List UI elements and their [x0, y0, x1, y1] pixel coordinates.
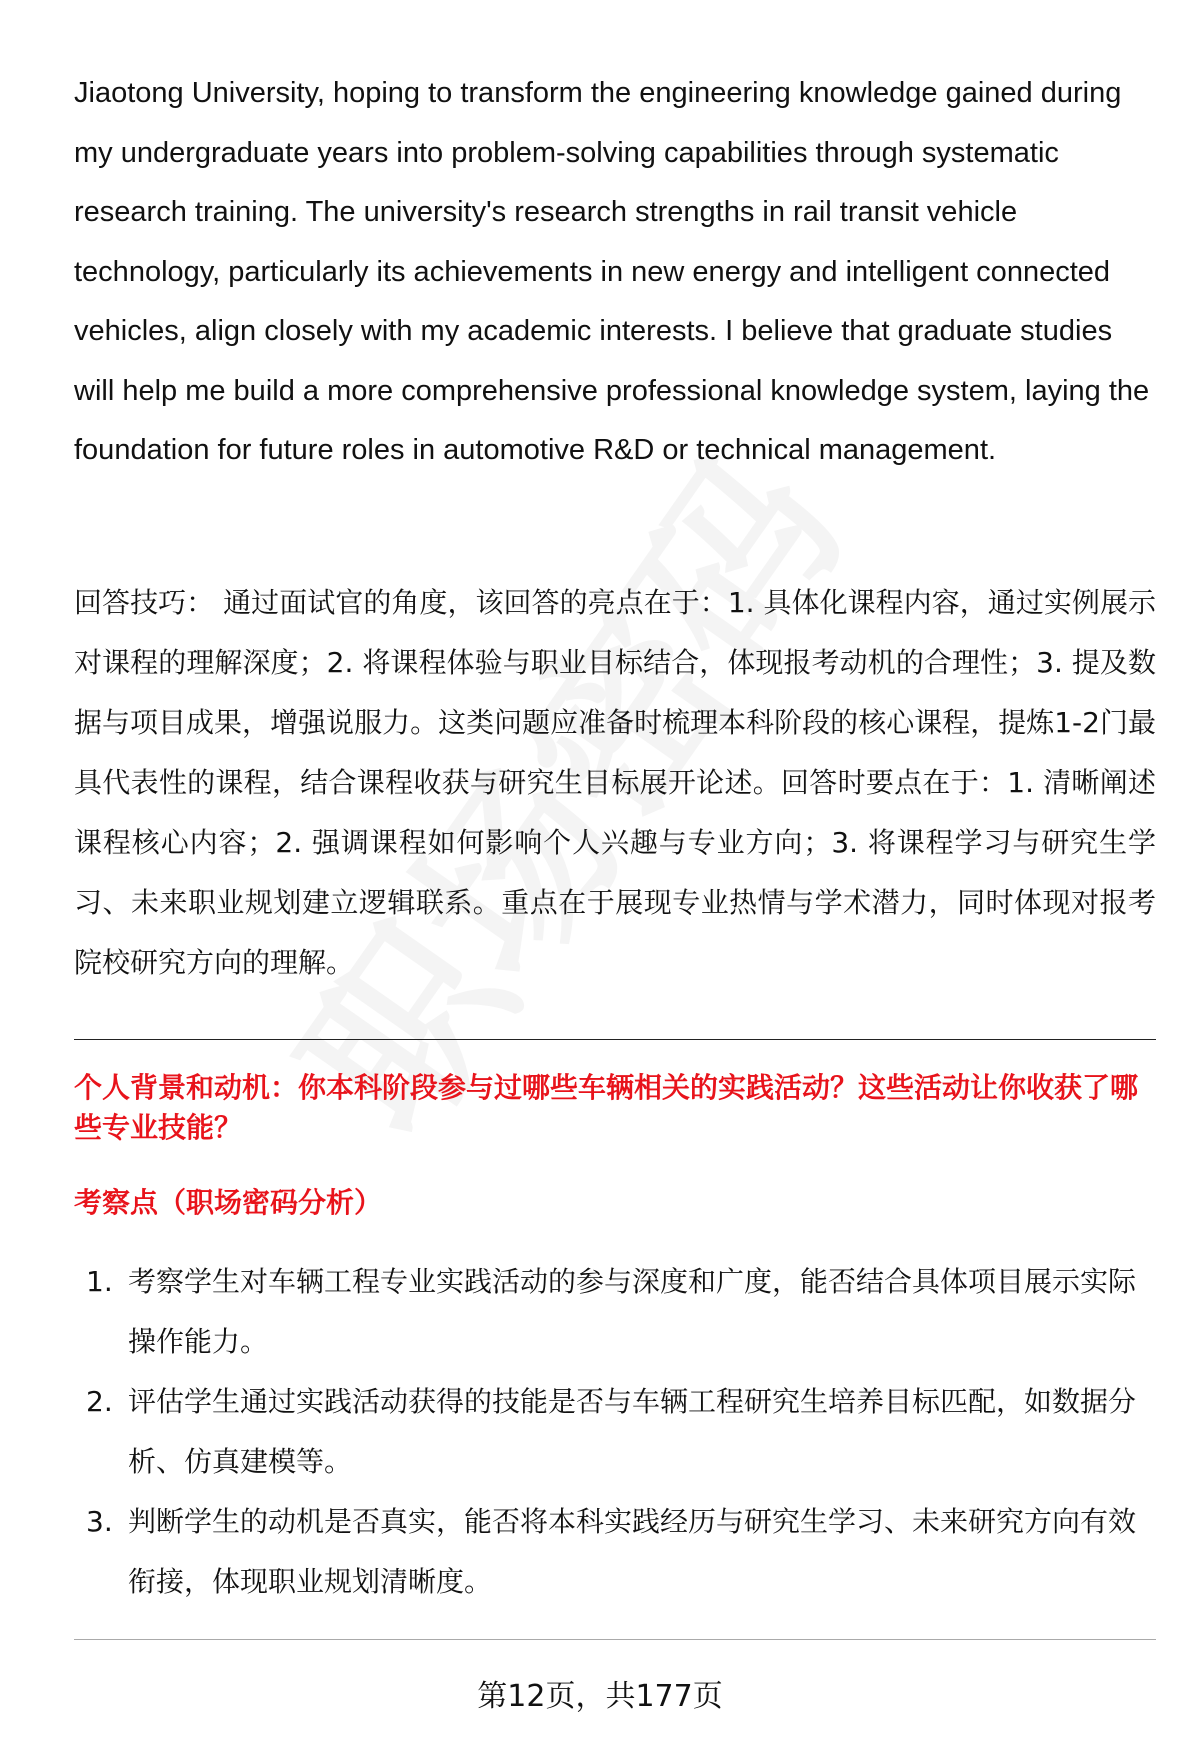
list-item: 1. 考察学生对车辆工程专业实践活动的参与深度和广度，能否结合具体项目展示实际操作能力。: [86, 1265, 1137, 1358]
question-heading: 个人背景和动机：你本科阶段参与过哪些车辆相关的实践活动？这些活动让你收获了哪些专业技能？: [74, 1071, 1139, 1144]
analysis-list: [74, 1252, 1156, 1612]
section-divider: [74, 1039, 1156, 1040]
tips-paragraph: 回答技巧： 通过面试官的角度，该回答的亮点在于：1. 具体化课程内容，通过实例展示对课程的理解深度；2. 将课程体验与职业目标结合，体现报考动机的合理性；3. 提及数据与项目成果，增强说服力。这类问题应准备时梳理本科阶段的核心课程，提炼1-2门最具代表性的课程，结合课程收获与研究生目标展开论述。回答时要点在于：1. 清晰阐述课程核心内容；2. 强调课程如何影响个人兴趣与专业方向；3. 将课程学习与研究生学习、未来职业规划建立逻辑联系。重点在于展现专业热情与学术潜力，同时体现对报考院校研究方向的理解。: [74, 586, 1156, 979]
page-number: 第12页，共177页: [477, 1679, 723, 1714]
list-item: 2. 评估学生通过实践活动获得的技能是否与车辆工程研究生培养目标匹配，如数据分析、仿真建模等。: [86, 1385, 1137, 1478]
answer-paragraph: Jiaotong University, hoping to transform the engineering knowledge gained during my undergraduate years into problem-solving capabilities through systematic research training. The university's research strengths in rail transit vehicle technology, particularly its achievements in new energy and intelligent connected vehicles, align closely with my academic interests. I believe that graduate studies will help me build a more comprehensive professional knowledge system, laying the foundation for future roles in automotive R&D or technical management.: [74, 77, 1150, 466]
list-item: 3. 判断学生的动机是否真实，能否将本科实践经历与研究生学习、未来研究方向有效衔接，体现职业规划清晰度。: [86, 1505, 1137, 1598]
analysis-heading: 考察点（职场密码分析）: [74, 1186, 383, 1219]
footer-divider: [74, 1639, 1156, 1640]
